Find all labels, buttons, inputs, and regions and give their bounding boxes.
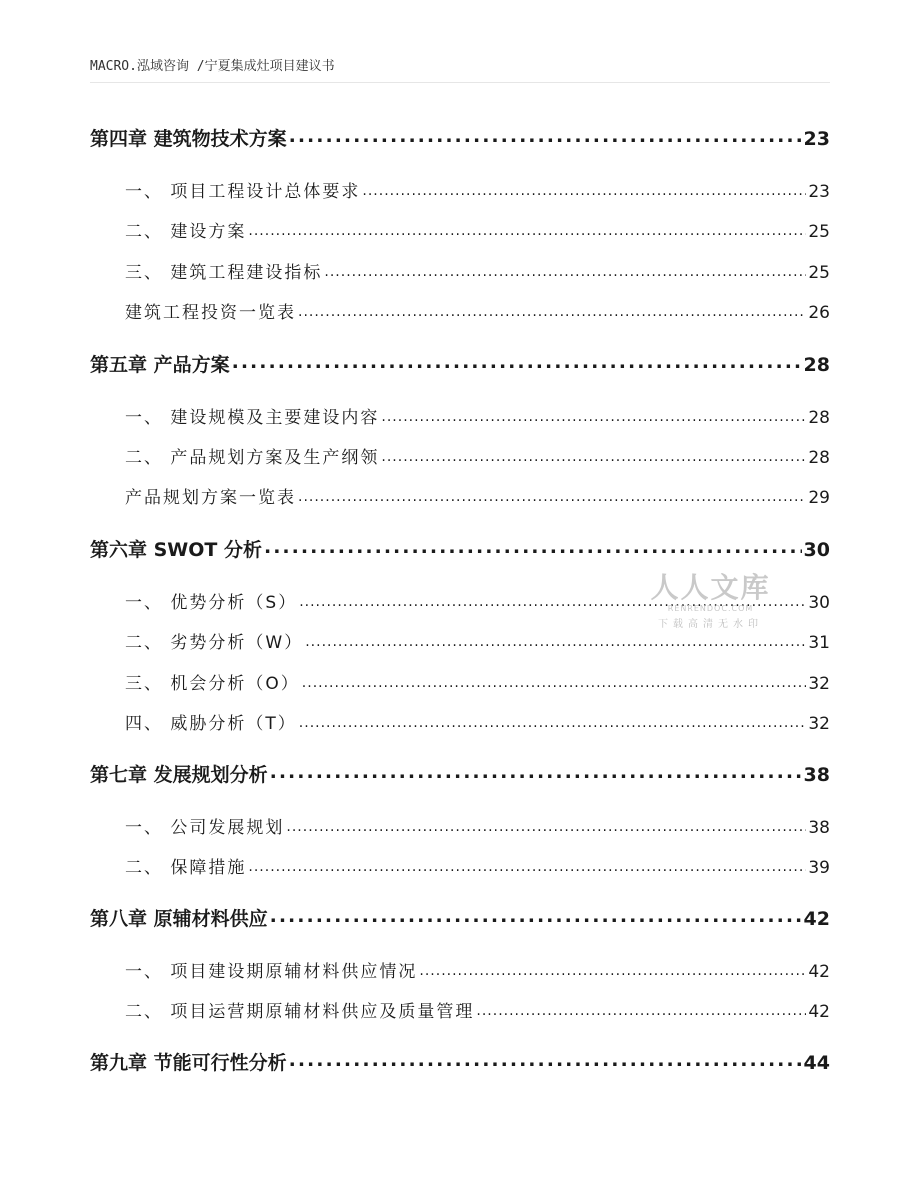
toc-section-7-1[interactable] (125, 813, 830, 838)
toc-page-number: 30 (808, 593, 830, 613)
header-divider (90, 82, 830, 83)
toc-page-number: 23 (803, 128, 830, 150)
toc-section-4-3[interactable] (125, 258, 830, 283)
toc-leader (289, 126, 802, 145)
toc-label: 第四章 建筑物技术方案 (90, 128, 287, 150)
toc-label: 四、 威胁分析（T） (125, 714, 297, 734)
toc-leader (381, 406, 806, 423)
toc-leader (299, 712, 807, 729)
toc-page-number: 25 (808, 263, 830, 283)
toc-label: 二、 项目运营期原辅材料供应及质量管理 (125, 1002, 475, 1022)
toc-page-number: 44 (803, 1052, 830, 1074)
toc-section-4-2[interactable] (125, 217, 830, 242)
page-header: MACRO.泓域咨询 /宁夏集成灶项目建议书 (90, 59, 335, 74)
toc-page-number: 38 (808, 818, 830, 838)
toc-page-number: 38 (803, 764, 830, 786)
toc-page-number: 32 (808, 714, 830, 734)
toc-label: 三、 机会分析（O） (125, 674, 300, 694)
toc-page-number: 26 (808, 303, 830, 323)
toc-leader (270, 906, 802, 925)
toc-label: 建筑工程投资一览表 (125, 303, 296, 323)
toc-section-5-table[interactable] (125, 483, 830, 508)
toc-label: 一、 项目工程设计总体要求 (125, 182, 361, 202)
toc-section-7-2[interactable] (125, 853, 830, 878)
toc-chapter-7[interactable] (90, 760, 830, 787)
toc-chapter-9[interactable] (90, 1048, 830, 1075)
toc-section-5-1[interactable] (125, 403, 830, 428)
toc-label: 一、 优势分析（S） (125, 593, 298, 613)
toc-leader (298, 301, 806, 318)
watermark (648, 566, 773, 630)
toc-leader (289, 1050, 802, 1069)
toc-label: 一、 建设规模及主要建设内容 (125, 408, 380, 428)
toc-label: 第六章 SWOT 分析 (90, 539, 262, 561)
toc-page-number: 39 (808, 858, 830, 878)
toc-label: 二、 建设方案 (125, 222, 247, 242)
toc-section-4-1[interactable] (125, 177, 830, 202)
toc-label: 第五章 产品方案 (90, 354, 230, 376)
toc-chapter-5[interactable] (90, 350, 830, 377)
toc-label: 第九章 节能可行性分析 (90, 1052, 287, 1074)
toc-leader (305, 631, 806, 648)
watermark-title: 人人文库 (650, 571, 771, 604)
toc-section-8-1[interactable] (125, 957, 830, 982)
toc-label: 二、 劣势分析（W） (125, 633, 304, 653)
toc-chapter-6[interactable] (90, 535, 830, 562)
toc-label: 第七章 发展规划分析 (90, 764, 268, 786)
toc-page-number: 28 (808, 448, 830, 468)
toc-leader (270, 762, 802, 781)
toc-leader (232, 352, 802, 371)
toc-leader (302, 672, 807, 689)
toc-section-4-table[interactable] (125, 298, 830, 323)
toc-label: 二、 产品规划方案及生产纲领 (125, 448, 380, 468)
toc-page-number: 42 (803, 908, 830, 930)
watermark-subtitle: 下载高清无水印 (658, 619, 763, 630)
toc-leader (248, 856, 806, 873)
toc-section-5-2[interactable] (125, 443, 830, 468)
toc-label: 三、 建筑工程建设指标 (125, 263, 323, 283)
toc-leader (264, 537, 802, 556)
toc-section-6-3[interactable] (125, 669, 830, 694)
toc-section-6-4[interactable] (125, 709, 830, 734)
toc-page-number: 29 (808, 488, 830, 508)
toc-page-number: 42 (808, 962, 830, 982)
toc-chapter-4[interactable] (90, 124, 830, 151)
toc-page-number: 28 (803, 354, 830, 376)
toc-section-8-2[interactable] (125, 997, 830, 1022)
toc-leader (298, 486, 806, 503)
toc-chapter-8[interactable] (90, 904, 830, 931)
toc-label: 产品规划方案一览表 (125, 488, 296, 508)
toc-leader (324, 261, 806, 278)
toc-leader (419, 960, 806, 977)
toc-page-number: 23 (808, 182, 830, 202)
toc-label: 一、 项目建设期原辅材料供应情况 (125, 962, 418, 982)
toc-page-number: 32 (808, 674, 830, 694)
toc-page-number: 31 (808, 633, 830, 653)
toc-page-number: 28 (808, 408, 830, 428)
toc-label: 二、 保障措施 (125, 858, 247, 878)
toc-leader (286, 816, 806, 833)
toc-leader (381, 446, 806, 463)
toc-leader (248, 220, 806, 237)
toc-leader (362, 180, 806, 197)
toc-page-number: 42 (808, 1002, 830, 1022)
toc-section-6-2[interactable] (125, 628, 830, 653)
toc-page-number: 30 (803, 539, 830, 561)
watermark-url: RENRENDOC.COM (667, 604, 754, 613)
toc-page-number: 25 (808, 222, 830, 242)
toc-label: 第八章 原辅材料供应 (90, 908, 268, 930)
toc-label: 一、 公司发展规划 (125, 818, 285, 838)
toc-leader (476, 1000, 806, 1017)
